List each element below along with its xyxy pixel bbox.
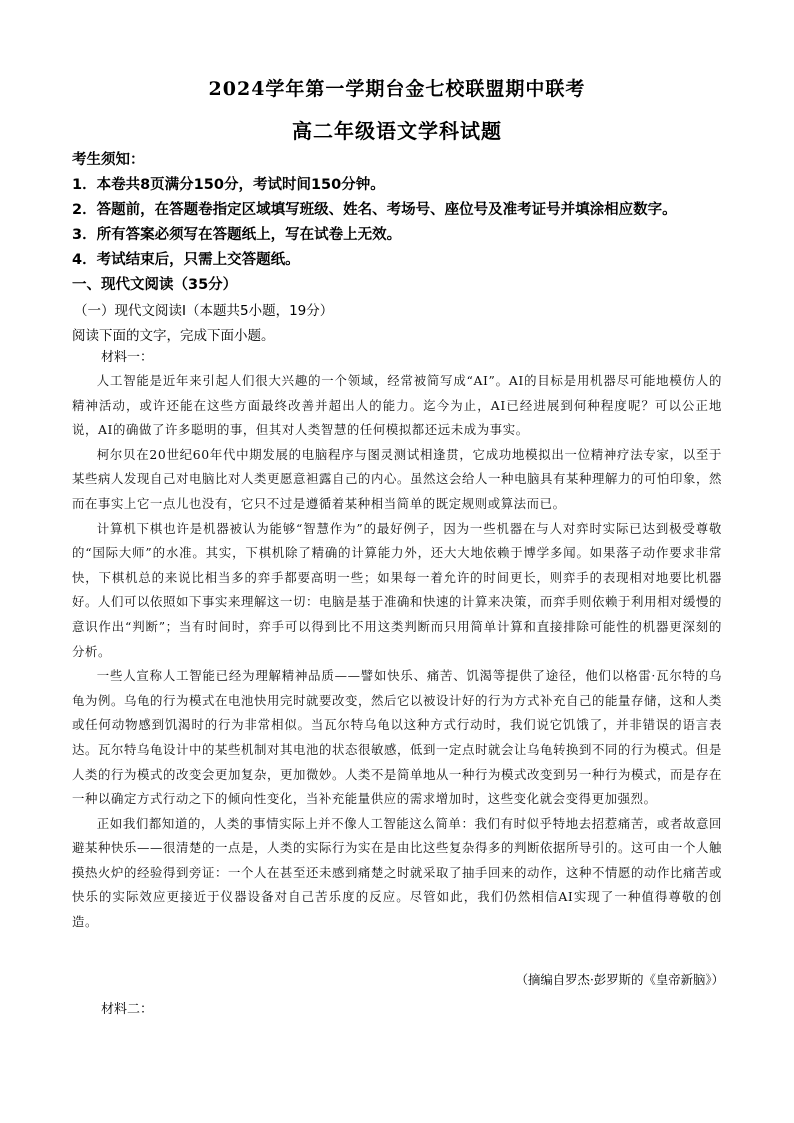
paragraph: 正如我们都知道的，人类的事情实际上并不像人工智能这么简单：我们有时似乎特地去招惹痛苦，或者故意回避某种快乐——很清楚的一点是，人类的实际行为实在是由比这些复杂得多的判断依据所导引的。这可由一个人触摸热火炉的经验得到旁证：一个人在甚至还未感到痛楚之时就采取了抽手回来的动作，这种不情愿的动作比痛苦或快乐的实际效应更接近于仪器设备对自己苦乐度的反应。尽管如此，我们仍然相信AI实现了一种值得尊敬的创造。 xyxy=(72,815,722,930)
material-two-label: 材料二： xyxy=(101,1002,154,1017)
paragraph: 计算机下棋也许是机器被认为能够“智慧作为”的最好例子，因为一些机器在与人对弈时实际已达到极受尊敬的“国际大师”的水准。其实，下棋机除了精确的计算能力外，还大大地依赖于博学多闻。如果落子动作要求非常快，下棋机总的来说比相当多的弈手都要高明一些；如果每一着允许的时间更长，则弈手的表现相对地要比机器好。人们可以依照如下事实来理解这一切：电脑是基于准确和快速的计算来决策，而弈手则依赖于利用相对缓慢的意识作出“判断”；当有时间时，弈手可以得到比不用这类判断而只用简单计算和直接排除可能性的机器更深刻的分析。 xyxy=(72,520,722,659)
exam-title: 2024学年第一学期台金七校联盟期中联考 xyxy=(208,78,586,100)
subsection-title: （一）现代文阅读Ⅰ（本题共5小题，19分） xyxy=(74,303,334,319)
note-item: 1．本卷共8页满分150分，考试时间150分钟。 xyxy=(72,177,385,193)
note-item: 2．答题前，在答题卷指定区域填写班级、姓名、考场号、座位号及准考证号并填涂相应数字。 xyxy=(72,202,677,218)
paragraph: 人工智能是近年来引起人们很大兴趣的一个领域，经常被简写成“AI”。AI的目标是用机器尽可能地模仿人的精神活动，或许还能在这些方面最终改善并超出人的能力。迄今为止，AI已经进展到何种程度呢？可以公正地说，AI的确做了许多聪明的事，但其对人类智慧的任何模拟都还远未成为事实。 xyxy=(72,373,722,438)
notes-heading: 考生须知： xyxy=(72,152,145,168)
candidate-notes xyxy=(72,148,732,273)
source-citation: （摘编自罗杰·彭罗斯的《皇帝新脑》） xyxy=(515,972,724,987)
material-one-text xyxy=(72,369,722,935)
paragraph: 柯尔贝在20世纪60年代中期发展的电脑程序与图灵测试相逢贯，它成功地模拟出一位精神疗法专家，以至于某些病人发现自己对电脑比对人类更愿意袒露自己的内心。虽然这会给人一种电脑具有某种理解力的可怕印象，然而在事实上它一点儿也没有，它只不过是遵循着某种相当简单的既定规则或算法而已。 xyxy=(72,446,722,511)
paragraph: 一些人宣称人工智能已经为理解精神品质——譬如快乐、痛苦、饥渴等提供了途径，他们以格雷·瓦尔特的乌龟为例。乌龟的行为模式在电池快用完时就要改变，然后它以被设计好的行为方式补充自己的能量存储，这和人类或任何动物感到饥渴时的行为非常相似。当瓦尔特乌龟以这种方式行动时，我们说它饥饿了，并非错误的语言表达。瓦尔特乌龟设计中的某些机制对其电池的状态很敏感，低到一定点时就会让乌龟转换到不同的行为模式。但是人类的行为模式的改变会更加复杂，更加微妙。人类不是简单地从一种行为模式改变到另一种行为模式，而是存在一种以确定方式行动之下的倾向性变化，当补充能量供应的需求增加时，这些变化就会变得更加强烈。 xyxy=(72,668,722,807)
section-title: 一、现代文阅读（35分） xyxy=(72,277,238,293)
exam-subtitle: 高二年级语文学科试题 xyxy=(292,119,502,143)
reading-instruction: 阅读下面的文字，完成下面小题。 xyxy=(72,328,275,344)
note-item: 3．所有答案必须写在答题纸上，写在试卷上无效。 xyxy=(72,227,402,243)
material-one-label: 材料一： xyxy=(101,350,154,365)
note-item: 4．考试结束后，只需上交答题纸。 xyxy=(72,252,300,268)
